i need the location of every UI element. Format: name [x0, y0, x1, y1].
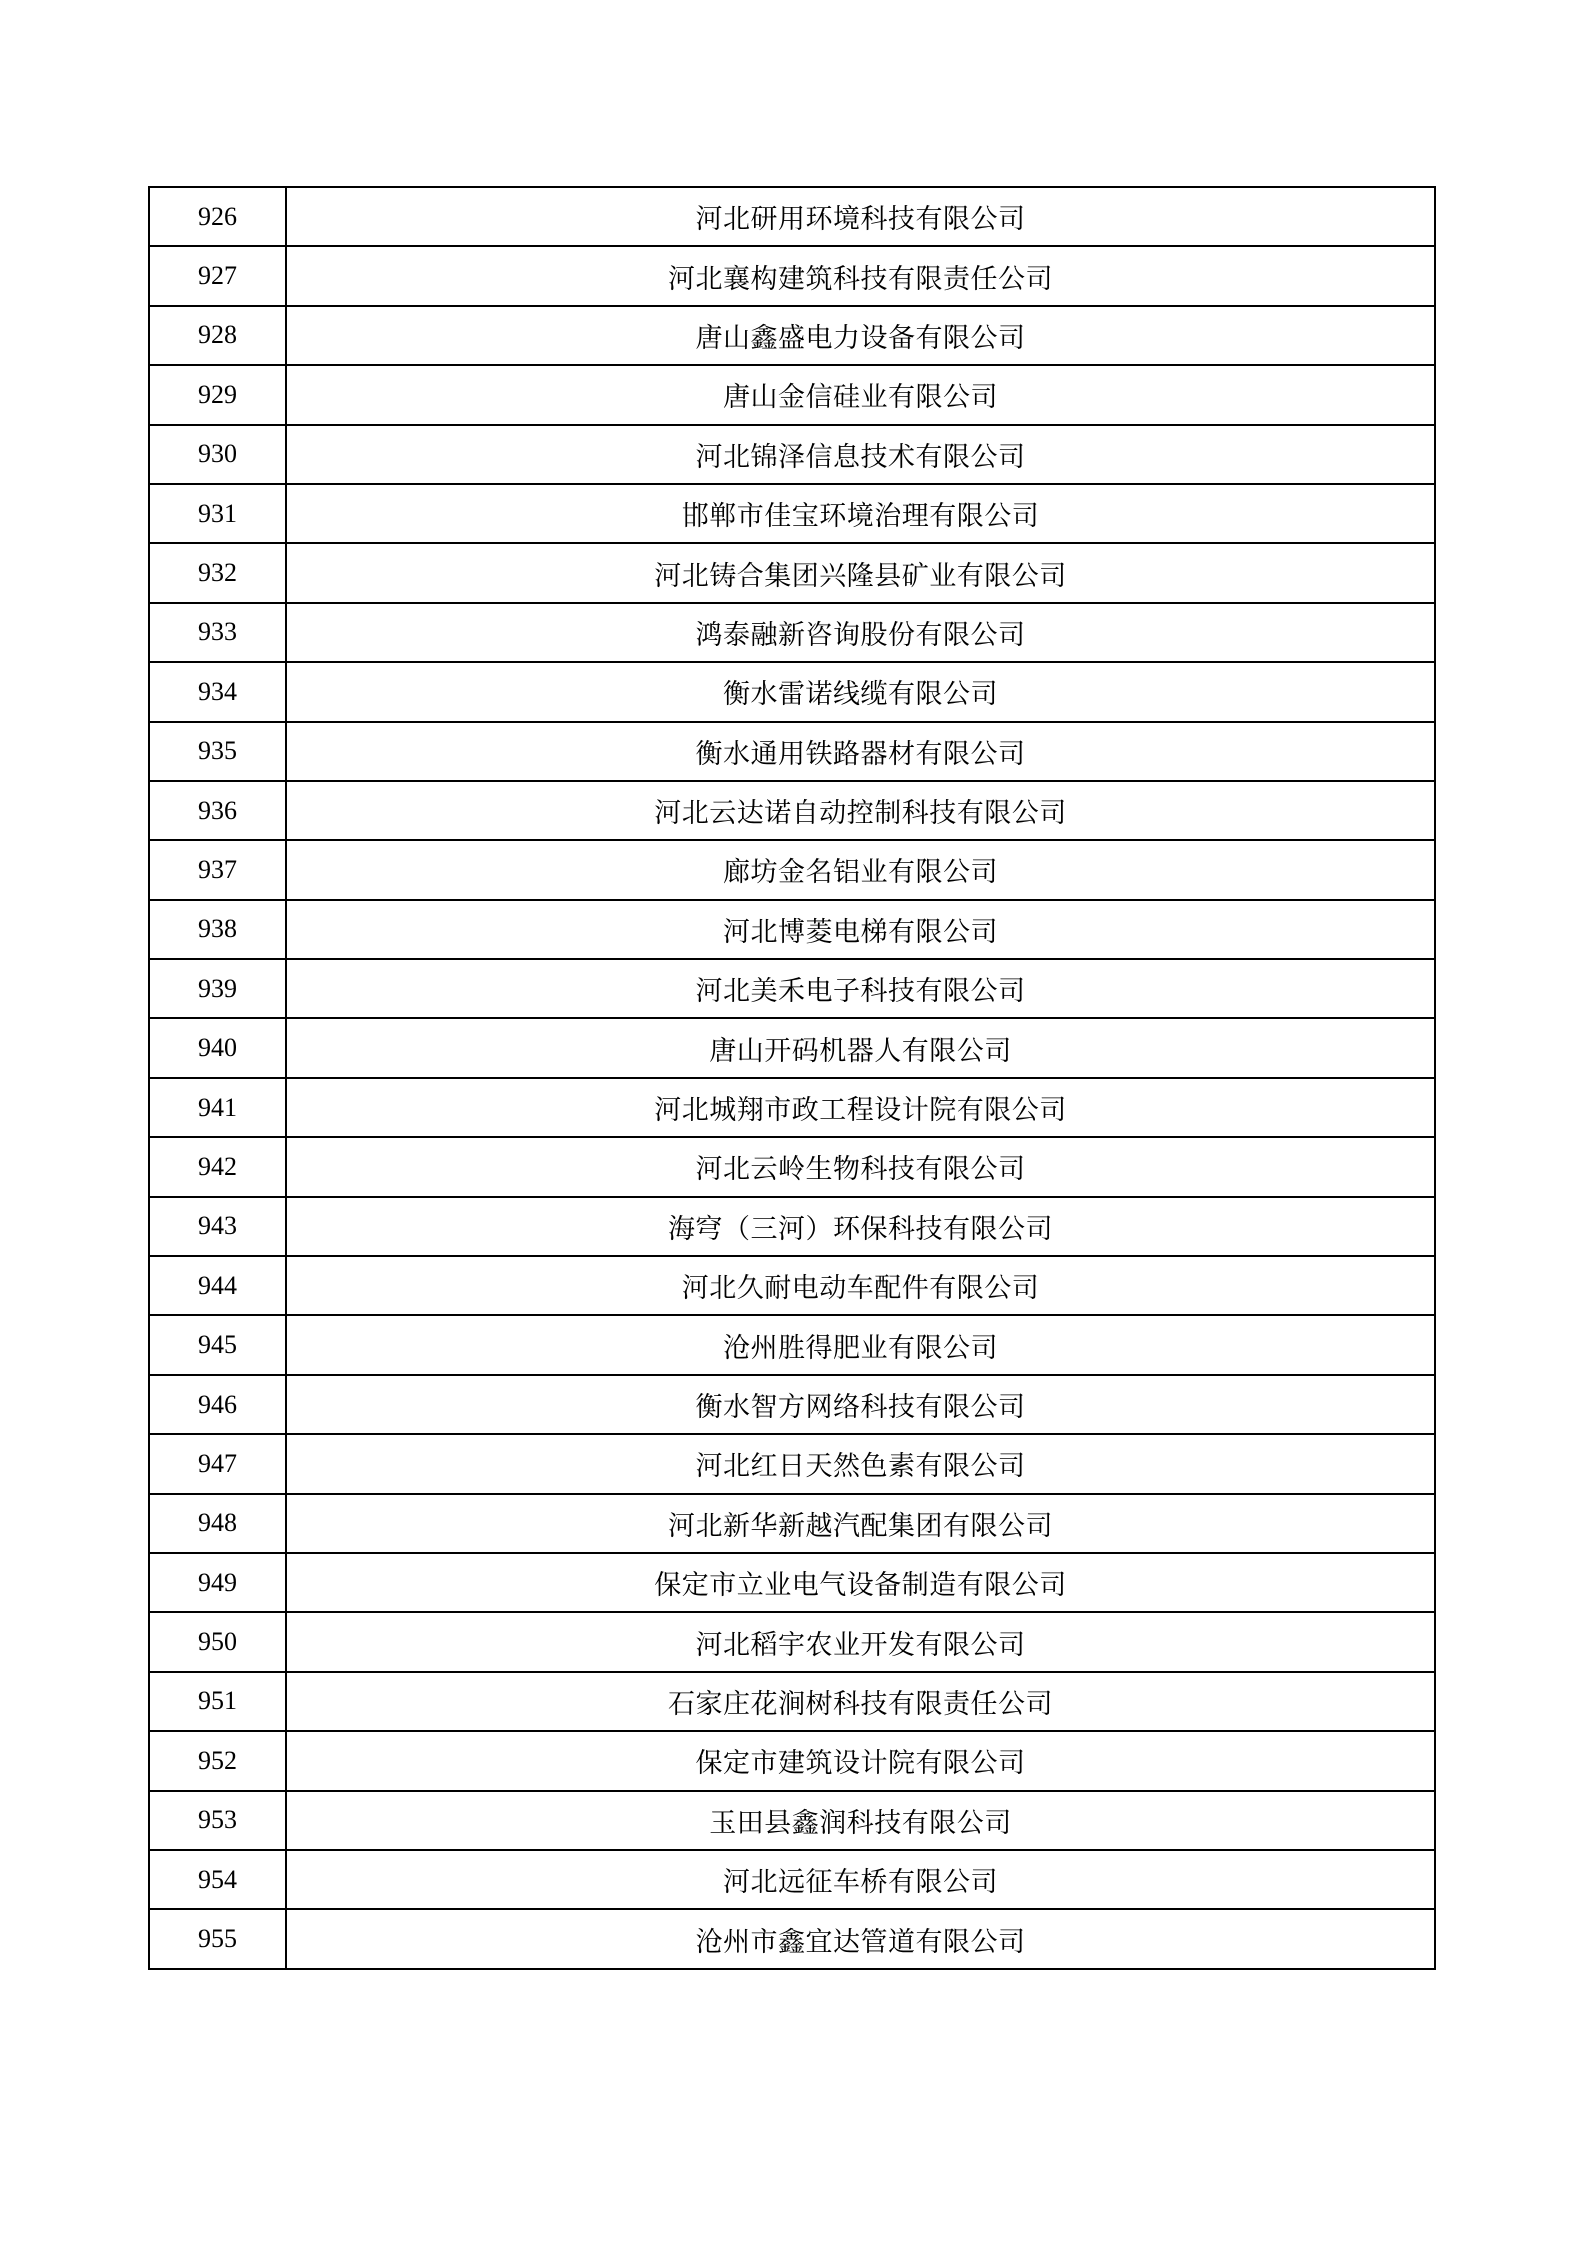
company-name: 河北襄构建筑科技有限责任公司 — [286, 246, 1435, 305]
row-number: 926 — [149, 187, 286, 246]
table-row — [149, 1434, 1435, 1493]
company-name: 河北美禾电子科技有限公司 — [286, 959, 1435, 1018]
company-name: 河北稻宇农业开发有限公司 — [286, 1612, 1435, 1671]
row-number: 942 — [149, 1137, 286, 1196]
table-row — [149, 246, 1435, 305]
table-row — [149, 722, 1435, 781]
row-number: 935 — [149, 722, 286, 781]
table-row — [149, 1375, 1435, 1434]
row-number: 949 — [149, 1553, 286, 1612]
table-row — [149, 1553, 1435, 1612]
company-name: 保定市立业电气设备制造有限公司 — [286, 1553, 1435, 1612]
row-number: 940 — [149, 1018, 286, 1077]
row-number: 941 — [149, 1078, 286, 1137]
table-row — [149, 662, 1435, 721]
company-name: 河北研用环境科技有限公司 — [286, 187, 1435, 246]
row-number: 947 — [149, 1434, 286, 1493]
table-row — [149, 1850, 1435, 1909]
table-row — [149, 1731, 1435, 1790]
company-name: 河北云岭生物科技有限公司 — [286, 1137, 1435, 1196]
company-name: 石家庄花涧树科技有限责任公司 — [286, 1672, 1435, 1731]
row-number: 952 — [149, 1731, 286, 1790]
row-number: 951 — [149, 1672, 286, 1731]
company-name: 衡水智方网络科技有限公司 — [286, 1375, 1435, 1434]
company-name: 衡水通用铁路器材有限公司 — [286, 722, 1435, 781]
company-name: 鸿泰融新咨询股份有限公司 — [286, 603, 1435, 662]
table-row — [149, 1256, 1435, 1315]
row-number: 944 — [149, 1256, 286, 1315]
company-name: 河北铸合集团兴隆县矿业有限公司 — [286, 543, 1435, 602]
company-name: 邯郸市佳宝环境治理有限公司 — [286, 484, 1435, 543]
company-name: 沧州胜得肥业有限公司 — [286, 1315, 1435, 1374]
row-number: 939 — [149, 959, 286, 1018]
row-number: 953 — [149, 1791, 286, 1850]
company-name: 沧州市鑫宜达管道有限公司 — [286, 1909, 1435, 1968]
company-name: 河北红日天然色素有限公司 — [286, 1434, 1435, 1493]
row-number: 950 — [149, 1612, 286, 1671]
row-number: 948 — [149, 1494, 286, 1553]
company-name: 保定市建筑设计院有限公司 — [286, 1731, 1435, 1790]
row-number: 930 — [149, 425, 286, 484]
company-list-table — [148, 186, 1436, 1970]
table-row — [149, 1672, 1435, 1731]
table-row — [149, 900, 1435, 959]
table-row — [149, 425, 1435, 484]
row-number: 932 — [149, 543, 286, 602]
company-name: 河北博菱电梯有限公司 — [286, 900, 1435, 959]
row-number: 934 — [149, 662, 286, 721]
table-row — [149, 840, 1435, 899]
table-row — [149, 187, 1435, 246]
table-row — [149, 781, 1435, 840]
company-name: 唐山金信硅业有限公司 — [286, 365, 1435, 424]
company-name: 海穹（三河）环保科技有限公司 — [286, 1197, 1435, 1256]
table-row — [149, 543, 1435, 602]
company-name: 衡水雷诺线缆有限公司 — [286, 662, 1435, 721]
table-row — [149, 1078, 1435, 1137]
company-name: 河北锦泽信息技术有限公司 — [286, 425, 1435, 484]
company-name: 唐山开码机器人有限公司 — [286, 1018, 1435, 1077]
table-row — [149, 959, 1435, 1018]
company-name: 廊坊金名铝业有限公司 — [286, 840, 1435, 899]
row-number: 945 — [149, 1315, 286, 1374]
company-name: 河北久耐电动车配件有限公司 — [286, 1256, 1435, 1315]
table-row — [149, 306, 1435, 365]
row-number: 933 — [149, 603, 286, 662]
row-number: 955 — [149, 1909, 286, 1968]
table-row — [149, 1612, 1435, 1671]
row-number: 931 — [149, 484, 286, 543]
row-number: 937 — [149, 840, 286, 899]
row-number: 928 — [149, 306, 286, 365]
row-number: 936 — [149, 781, 286, 840]
table-row — [149, 1315, 1435, 1374]
table-row — [149, 365, 1435, 424]
row-number: 927 — [149, 246, 286, 305]
row-number: 929 — [149, 365, 286, 424]
row-number: 954 — [149, 1850, 286, 1909]
table-row — [149, 1791, 1435, 1850]
table-row — [149, 1494, 1435, 1553]
table-row — [149, 603, 1435, 662]
table-row — [149, 484, 1435, 543]
table-row — [149, 1197, 1435, 1256]
row-number: 938 — [149, 900, 286, 959]
company-name: 唐山鑫盛电力设备有限公司 — [286, 306, 1435, 365]
row-number: 946 — [149, 1375, 286, 1434]
company-name: 河北城翔市政工程设计院有限公司 — [286, 1078, 1435, 1137]
company-name: 河北新华新越汽配集团有限公司 — [286, 1494, 1435, 1553]
table-row — [149, 1909, 1435, 1968]
row-number: 943 — [149, 1197, 286, 1256]
company-name: 河北云达诺自动控制科技有限公司 — [286, 781, 1435, 840]
company-name: 玉田县鑫润科技有限公司 — [286, 1791, 1435, 1850]
table-row — [149, 1137, 1435, 1196]
table-row — [149, 1018, 1435, 1077]
company-name: 河北远征车桥有限公司 — [286, 1850, 1435, 1909]
